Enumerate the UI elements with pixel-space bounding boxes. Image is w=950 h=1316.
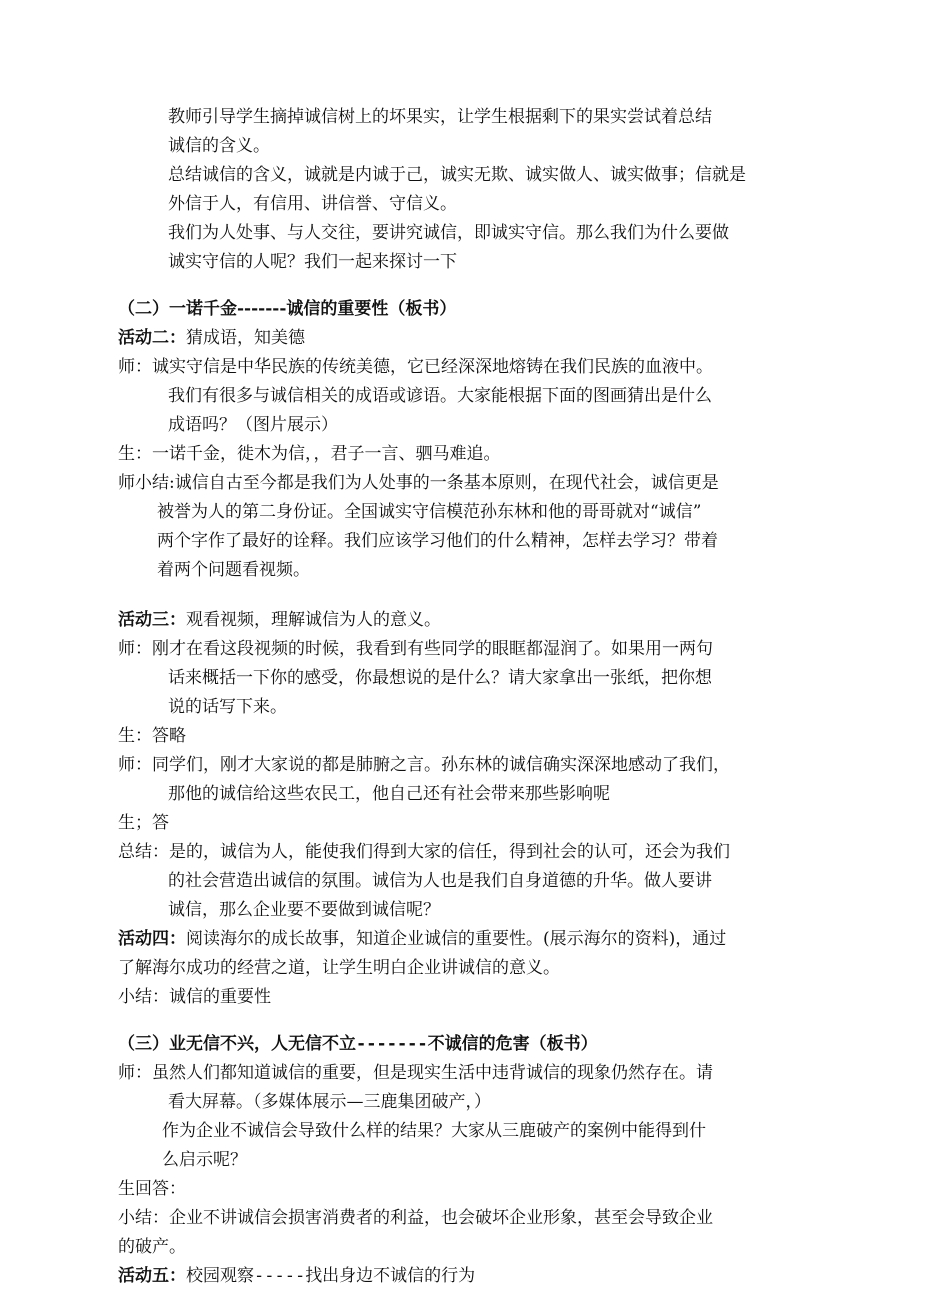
activity-text: 找出身边不诚信的行为 [305,1266,476,1286]
activity-text: 观看视频，理解诚信为人的意义。 [186,610,441,630]
activity-text: 阅读海尔的成长故事，知道企业诚信的重要性。(展示海尔的资料)，通过 [186,929,727,949]
paragraph-line: 师：同学们，刚才大家说的都是肺腑之言。孙东林的诚信确实深深地感动了我们， [118,755,730,775]
paragraph-line: 的社会营造出诚信的氛围。诚信为人也是我们自身道德的升华。做人要讲 [168,871,712,891]
paragraph-line: 生回答： [118,1179,186,1199]
activity-four [118,925,726,954]
paragraph-line: 说的话写下来。 [168,697,287,717]
paragraph-line: 两个字作了最好的诠释。我们应该学习他们的什么精神，怎样去学习？带着 [157,531,718,551]
activity-label: 活动三： [118,610,186,630]
activity-text: 校园观察 [186,1266,254,1286]
paragraph-line: 我们为人处事、与人交往，要讲究诚信，即诚实守信。那么我们为什么要做 [168,223,729,243]
activity-text: 猜成语，知美德 [186,328,305,348]
paragraph-line: 诚信的含义。 [168,136,270,156]
paragraph-line: 师：诚实守信是中华民族的传统美德，它已经深深地熔铸在我们民族的血液中。 [118,357,713,377]
paragraph-line: 生：一诺千金，徙木为信，，君子一言、驷马难追。 [118,444,501,464]
activity-label: 活动五： [118,1266,186,1286]
heading-text: 诚信的重要性（板书） [286,299,457,319]
heading-text: （三）业无信不兴，人无信不立 [118,1034,356,1054]
paragraph-line: 作为企业不诚信会导致什么样的结果？大家从三鹿破产的案例中能得到什 [162,1121,706,1141]
paragraph-line: 那他的诚信给这些农民工，他自己还有社会带来那些影响呢 [168,784,610,804]
section-heading-2 [118,295,456,324]
paragraph-line: 诚信，那么企业要不要做到诚信呢？ [168,900,440,920]
paragraph-line: 师小结:诚信自古至今都是我们为人处事的一条基本原则，在现代社会，诚信更是 [118,473,719,493]
paragraph-line: 小结：企业不讲诚信会损害消费者的利益，也会破坏企业形象，甚至会导致企业 [118,1208,713,1228]
paragraph-line: 师：虽然人们都知道诚信的重要，但是现实生活中违背诚信的现象仍然存在。请 [118,1063,713,1083]
paragraph-line: 教师引导学生摘掉诚信树上的坏果实，让学生根据剩下的果实尝试着总结 [168,107,712,127]
heading-dashes: ------- [356,1034,428,1054]
paragraph-line: 小结：诚信的重要性 [118,987,271,1007]
paragraph-line: 被誉为人的第二身份证。全国诚实守信模范孙东林和他的哥哥就对“诚信” [157,502,702,522]
heading-text: （二）一诺千金 [118,299,237,319]
paragraph-line: 总结诚信的含义，诚就是内诚于己，诚实无欺、诚实做人、诚实做事；信就是 [168,165,746,185]
paragraph-line: 了解海尔成功的经营之道，让学生明白企业讲诚信的意义。 [118,958,560,978]
paragraph-line: 着两个问题看视频。 [157,560,310,580]
paragraph-line: 总结：是的，诚信为人，能使我们得到大家的信任，得到社会的认可，还会为我们 [118,842,730,862]
paragraph-line: 师：刚才在看这段视频的时候，我看到有些同学的眼眶都湿润了。如果用一两句 [118,639,713,659]
section-heading-3 [118,1030,598,1059]
activity-label: 活动四： [118,929,186,949]
paragraph-line: 我们有很多与诚信相关的成语或谚语。大家能根据下面的图画猜出是什么 [168,386,712,406]
paragraph-line: 么启示呢？ [162,1150,247,1170]
paragraph-line: 话来概括一下你的感受，你最想说的是什么？请大家拿出一张纸，把你想 [168,668,712,688]
paragraph-line: 看大屏幕。（多媒体展示—三鹿集团破产，） [168,1092,491,1112]
activity-five [118,1262,475,1291]
activity-label: 活动二： [118,328,186,348]
activity-dashes: ----- [254,1266,306,1286]
activity-three [118,606,441,635]
paragraph-line: 诚实守信的人呢？我们一起来探讨一下 [168,252,457,272]
heading-text: 不诚信的危害（板书） [427,1034,598,1054]
paragraph-line: 生：答略 [118,726,186,746]
heading-dashes: ------- [237,299,287,319]
paragraph-line: 的破产。 [118,1237,186,1257]
paragraph-line: 成语吗？（图片展示） [168,415,338,435]
activity-two [118,324,305,353]
paragraph-line: 生；答 [118,813,169,833]
paragraph-line: 外信于人，有信用、讲信誉、守信义。 [168,194,457,214]
